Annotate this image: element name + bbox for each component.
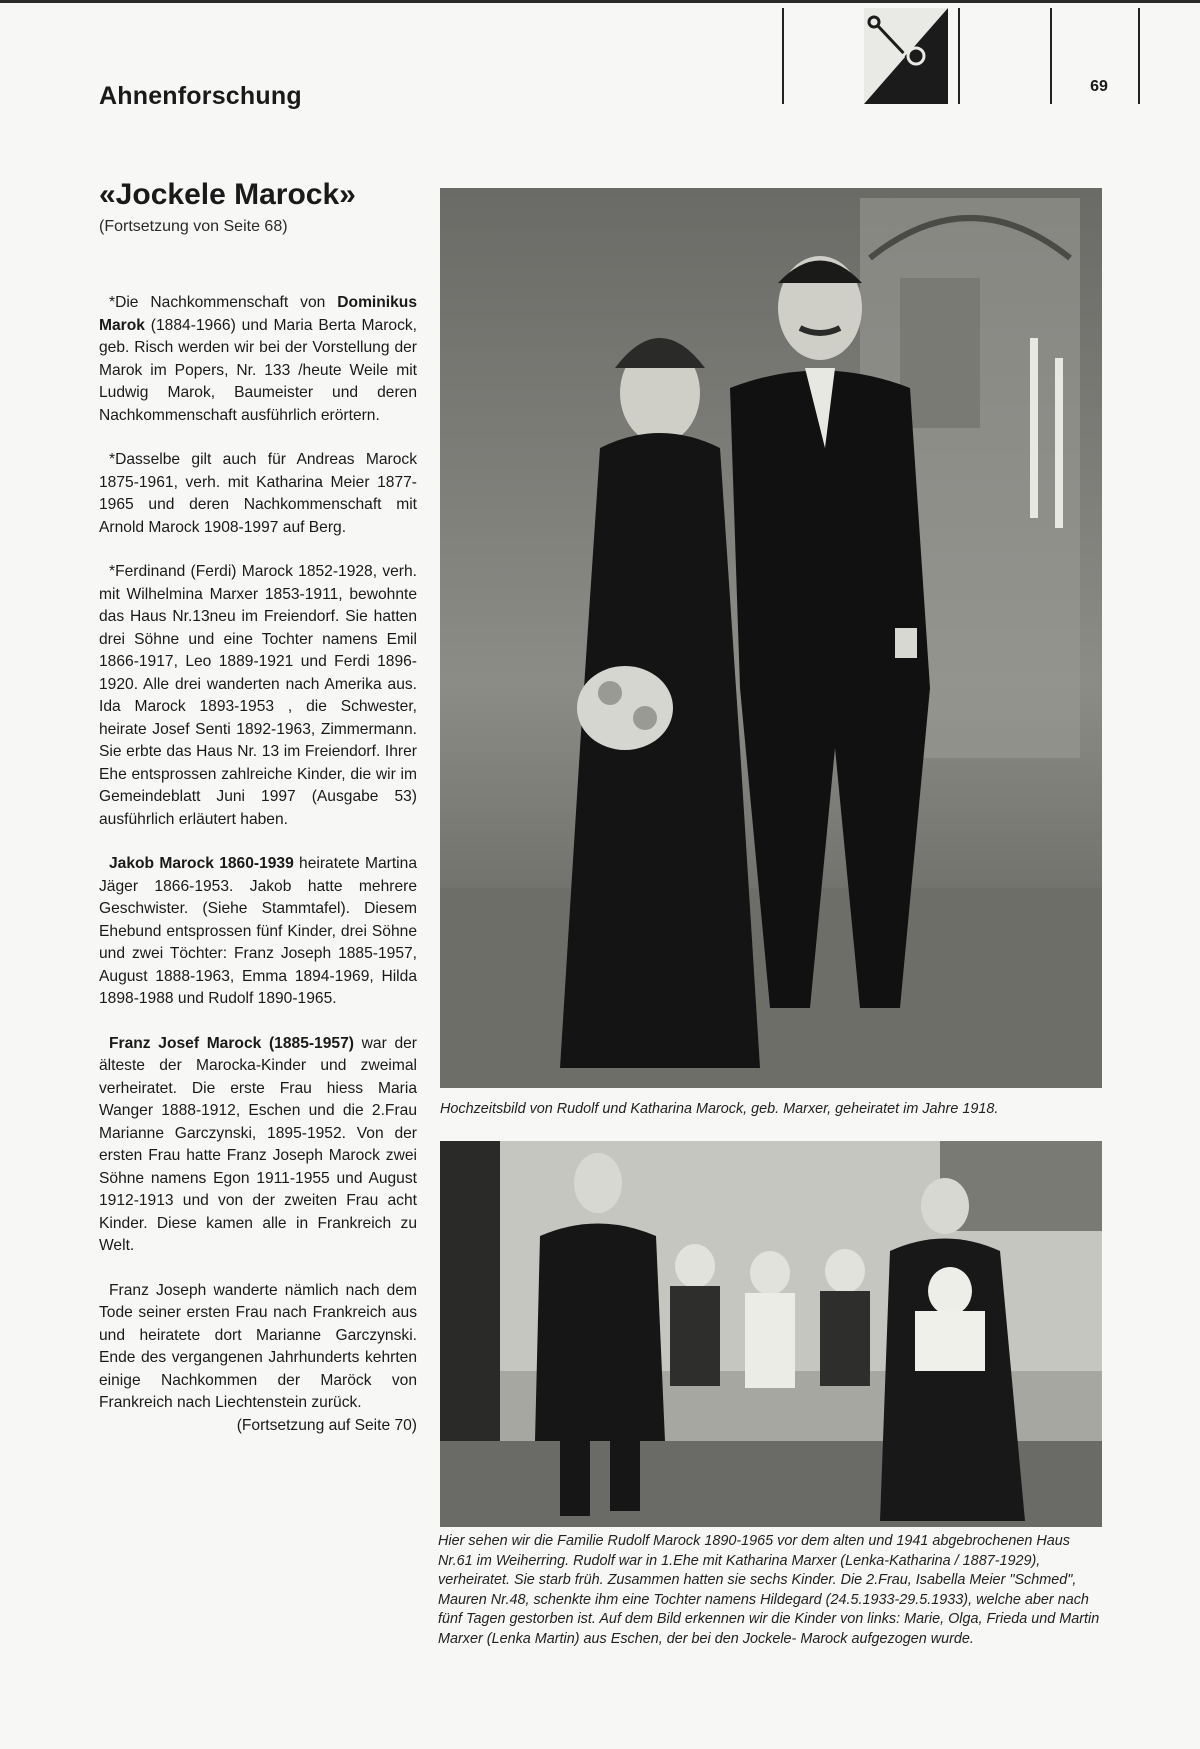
paragraph-text: war der älteste der Marocka-Kinder und zweimal verheiratet. Die erste Frau hiess Maria Wanger 1888-1912, Eschen und die 2.Frau Marianne Garczynski, 1895-1952. Von der ersten Frau hatte Franz Joseph Marock zwei Söhne namens Egon 1911-1955 und August 1912-1913 und von der zweiten Frau acht Kinder. Diese kamen alle in Frankreich zu Welt.: [99, 1034, 417, 1254]
crossed-keys-coat-of-arms-icon: [864, 8, 948, 104]
paragraph: Franz Joseph wanderte nämlich nach dem Tode seiner ersten Frau nach Frankreich aus und heiratete dort Marianne Garczynski. Ende des vergangenen Jahrhunderts kehrten einige Nachkommen der Maröck von Frankreich nach Liechtenstein zurück.: [99, 1281, 417, 1411]
page-number: 69: [1090, 78, 1108, 95]
section-title: Ahnenforschung: [99, 82, 302, 110]
header-grid: [782, 0, 1200, 104]
wedding-photo-caption: Hochzeitsbild von Rudolf und Katharina Marock, geb. Marxer, geheiratet im Jahre 1918.: [440, 1101, 999, 1117]
family-photo: [440, 1141, 1102, 1527]
continued-note: (Fortsetzung auf Seite 70): [236, 1416, 417, 1434]
paragraph: *Dasselbe gilt auch für Andreas Marock 1875-1961, verh. mit Katharina Meier 1877-1965 und deren Nachkommenschaft mit Arnold Marock 1908-1997 auf Berg.: [99, 451, 417, 536]
article-subtitle: (Fortsetzung von Seite 68): [99, 218, 288, 235]
paragraph-bold: Franz Josef Marock (1885-1957): [109, 1034, 354, 1052]
article-title: «Jockele Marock»: [99, 178, 356, 211]
paragraph: [99, 853, 417, 1011]
header-grid-line: [782, 8, 784, 104]
paragraph: *Ferdinand (Ferdi) Marock 1852-1928, verh. mit Wilhelmina Marxer 1853-1911, bewohnte das Haus Nr.13neu im Freiendorf. Sie hatten drei Söhne und eine Tochter namens Emil 1866-1917, Leo 1889-1921 und Ferdi 1896-1920. Alle drei wanderten nach Amerika aus. Ida Marock 1893-1953 , die Schwester, heirate Josef Senti 1892-1963, Zimmermann. Sie erbte das Haus Nr. 13 im Freiendorf. Ihrer Ehe entsprossen zahlreiche Kinder, die wir im Gemeindeblatt Juni 1997 (Ausgabe 53) ausführlich erläutert haben.: [99, 563, 417, 828]
paragraph-text: heiratete Martina Jäger 1866-1953. Jakob hatte mehrere Geschwister. (Siehe Stammtafel). Diesem Ehebund entsprossen fünf Kinder, drei Söhne und zwei Töchter: Franz Joseph 1885-1957, August 1888-1963, Emma 1894-1969, Hilda 1898-1988 und Rudolf 1890-1965.: [99, 855, 417, 1007]
paragraph-text: (1884-1966) und Maria Berta Marock, geb. Risch werden wir bei der Vorstellung der Marok im Popers, Nr. 133 /heute Weile mit Ludwig Marok, Baumeister und deren Nachkommenschaft ausführlich erörtern.: [99, 316, 417, 424]
paragraph-text: *Die Nachkommenschaft von: [109, 294, 338, 311]
paragraph: [99, 292, 417, 427]
family-photo-caption: Hier sehen wir die Familie Rudolf Marock 1890-1965 vor dem alten und 1941 abgebrochenen Haus Nr.61 im Weiherring. Rudolf war in 1.Ehe mit Katharina Marxer (Lenka-Katharina / 1887-1929), verheiratet. Sie starb früh. Zusammen hatten sie sechs Kinder. Die 2.Frau, Isabella Meier "Schmed", Mauren Nr.48, schenkte ihm eine Tochter namens Hildegard (24.5.1933-29.5.1933), welche aber nach fünf Tagen gestorben ist. Auf dem Bild erkennen wir die Kinder von links: Marie, Olga, Frieda und Martin Marxer (Lenka Martin) aus Eschen, der bei den Jockele- Marock aufgezogen wurde.: [438, 1533, 1100, 1647]
wedding-photo: [440, 188, 1102, 1088]
header-grid-line: [1050, 8, 1052, 104]
paragraph: [99, 1033, 417, 1258]
paragraph-bold: Jakob Marock 1860-1939: [109, 855, 294, 872]
article-body: [99, 292, 417, 1437]
header-grid-line: [958, 8, 960, 104]
paragraph-bold: Dominikus Marok: [99, 294, 417, 334]
header-grid-line: [1138, 8, 1140, 104]
